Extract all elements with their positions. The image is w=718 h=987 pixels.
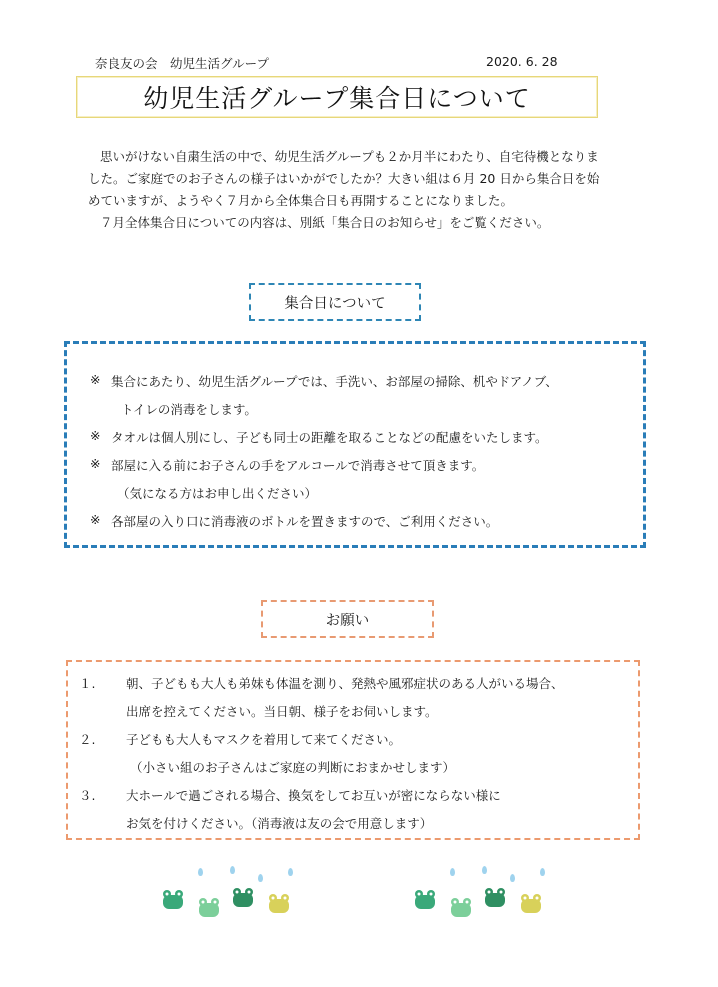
frog-icon [482,886,508,910]
intro-line: した。ご家庭でのお子さんの様子はいかがでしたか？大きい組は６月 20 日から集合日を始 [88,171,600,186]
page-title: 幼児生活グループ集合日について [76,76,598,118]
notice-item: トイレの消毒をします。 [121,402,257,417]
requests-box [66,660,640,840]
request-item: 朝、子どもも大人も弟妹も体温を測り、発熱や風邪症状のある人がいる場合、 [126,676,564,691]
frog-icon [518,892,544,916]
intro-paragraph [88,146,643,234]
bullet-mark: ※ [90,428,101,443]
intro-line: めていますが、ようやく７月から全体集合日も再開することになりました。 [88,193,514,208]
request-item: 大ホールで過ごされる場合、換気をしてお互いが密にならない様に [126,788,501,803]
raindrop-icon [288,868,293,876]
frog-icon [412,888,438,912]
request-item: 子どもも大人もマスクを着用して来てください。 [126,732,402,747]
request-item: 出席を控えてください。当日朝、様子をお伺いします。 [126,704,438,719]
notice-item: 集合にあたり、幼児生活グループでは、手洗い、お部屋の掃除、机やドアノブ、 [111,374,558,389]
organization-name: 奈良友の会 幼児生活グループ [95,56,270,71]
bullet-mark: ※ [90,512,101,527]
raindrop-icon [510,874,515,882]
raindrop-icon [258,874,263,882]
raindrop-icon [230,866,235,874]
notice-item: 各部屋の入り口に消毒液のボトルを置きますので、ご利用ください。 [111,514,499,529]
item-number: １. [79,676,96,691]
request-item: お気を付けください。（消毒液は友の会で用意します） [126,816,433,831]
document-date: 2020. 6. 28 [486,54,558,69]
bullet-mark: ※ [90,372,101,387]
frog-icon [448,896,474,920]
request-item: （小さい組のお子さんはご家庭の判断におまかせします） [130,760,456,775]
item-number: ２. [79,732,96,747]
raindrop-icon [482,866,487,874]
intro-line: 思いがけない自粛生活の中で、幼児生活グループも２か月半にわたり、自宅待機となりま [100,149,599,164]
item-number: ３. [79,788,96,803]
gathering-notice-box [64,341,646,548]
frog-icon [230,886,256,910]
section-title-requests: お願い [261,600,434,638]
raindrop-icon [540,868,545,876]
bullet-mark: ※ [90,456,101,471]
notice-item: （気になる方はお申し出ください） [117,486,318,501]
frog-icon [266,892,292,916]
frog-icon [160,888,186,912]
raindrop-icon [450,868,455,876]
section-title-gathering: 集合日について [249,283,421,321]
notice-item: タオルは個人別にし、子ども同士の距離を取ることなどの配慮をいたします。 [111,430,548,445]
intro-line: ７月全体集合日についての内容は、別紙「集合日のお知らせ」をご覧ください。 [100,215,550,230]
notice-item: 部屋に入る前にお子さんの手をアルコールで消毒させて頂きます。 [111,458,485,473]
frog-illustration-right [410,866,560,926]
frog-illustration-left [158,866,308,926]
frog-icon [196,896,222,920]
raindrop-icon [198,868,203,876]
